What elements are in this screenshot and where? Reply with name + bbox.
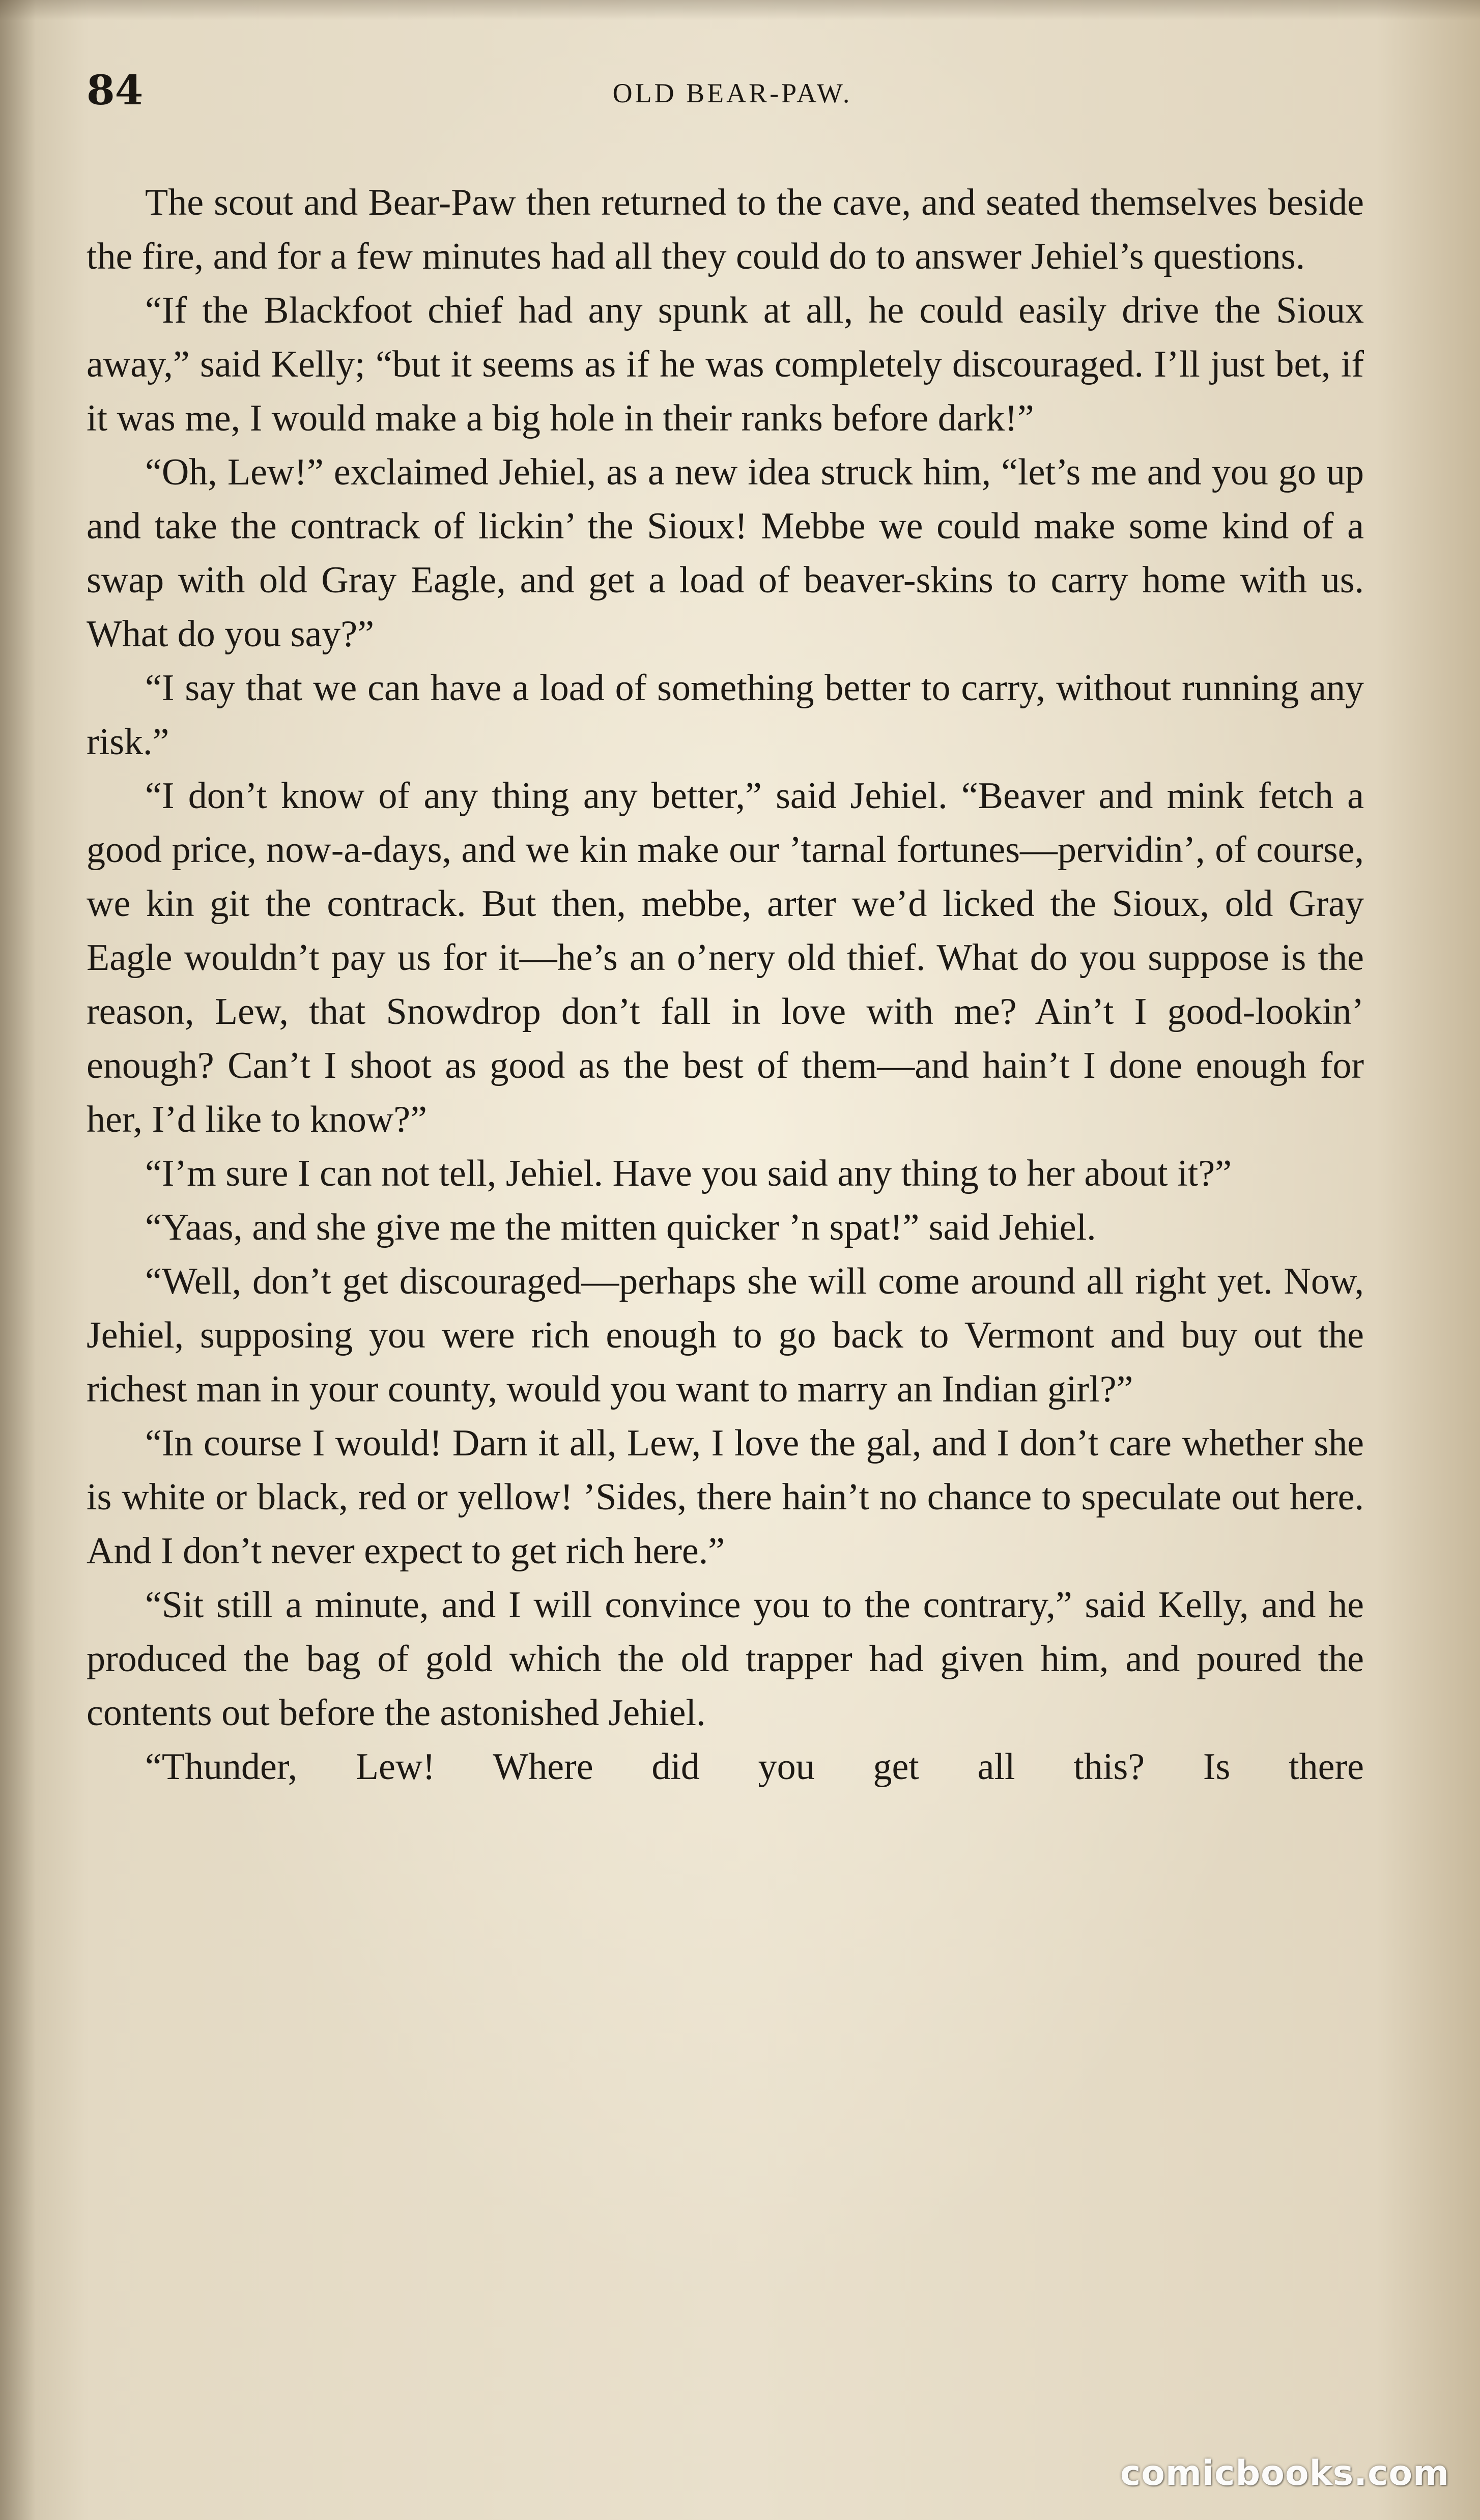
running-head: OLD BEAR-PAW.	[612, 78, 852, 108]
paragraph: “I don’t know of any thing any better,” said Jehiel. “Beaver and mink fetch a good price, now-a-days, and we kin make our ’tarnal fortunes—pervidin’, of course, we kin git the contrack. But then, mebbe, arter we’d licked the Sioux, old Gray Eagle wouldn’t pay us for it—he’s an o’nery old thief. What do you suppose is the reason, Lew, that Snowdrop don’t fall in love with me? Ain’t I good-lookin’ enough? Can’t I shoot as good as the best of them—and hain’t I done enough for her, I’d like to know?”	[87, 775, 1364, 1140]
paragraph: “If the Blackfoot chief had any spunk at all, he could easily drive the Sioux away,” said Kelly; “but it seems as if he was completely discouraged. I’ll just bet, if it was me, I would make a big hole in their ranks before dark!”	[87, 290, 1364, 439]
paragraph: “Yaas, and she give me the mitten quicker ’n spat!” said Jehiel.	[145, 1207, 1096, 1248]
paragraph: “I’m sure I can not tell, Jehiel. Have you said any thing to her about it?”	[145, 1153, 1232, 1194]
gutter-shadow	[0, 0, 36, 2520]
paragraph: “In course I would! Darn it all, Lew, I love the gal, and I don’t care whether she is white or black, red or yellow! ’Sides, there hain’t no chance to speculate out here. And I don’t never expect to get rich here.”	[87, 1422, 1364, 1572]
paragraph: “Sit still a minute, and I will convince you to the contrary,” said Kelly, and he produced the bag of gold which the old trapper had given him, and poured the contents out before the astonished Jehiel.	[87, 1584, 1364, 1734]
top-edge-shadow	[0, 0, 1480, 20]
body-text	[87, 176, 1364, 1794]
watermark: comicbooks.com	[1120, 2453, 1449, 2494]
paragraph: “Well, don’t get discouraged—perhaps she will come around all right yet. Now, Jehiel, supposing you were rich enough to go back to Vermont and buy out the richest man in your county, would you want to marry an Indian girl?”	[87, 1261, 1364, 1410]
page-number: 84	[87, 66, 144, 114]
page-header	[87, 66, 1378, 127]
paragraph-continued: “Thunder, Lew! Where did you get all this? Is there	[145, 1746, 1364, 1788]
paragraph: The scout and Bear-Paw then returned to the cave, and seated themselves beside the fire, and for a few minutes had all they could do to answer Jehiel’s questions.	[87, 182, 1364, 277]
paragraph: “Oh, Lew!” exclaimed Jehiel, as a new idea struck him, “let’s me and you go up and take the contrack of lickin’ the Sioux! Mebbe we could make some kind of a swap with old Gray Eagle, and get a load of beaver-skins to carry home with us. What do you say?”	[87, 451, 1364, 655]
paragraph: “I say that we can have a load of something better to carry, without running any risk.”	[87, 667, 1364, 763]
